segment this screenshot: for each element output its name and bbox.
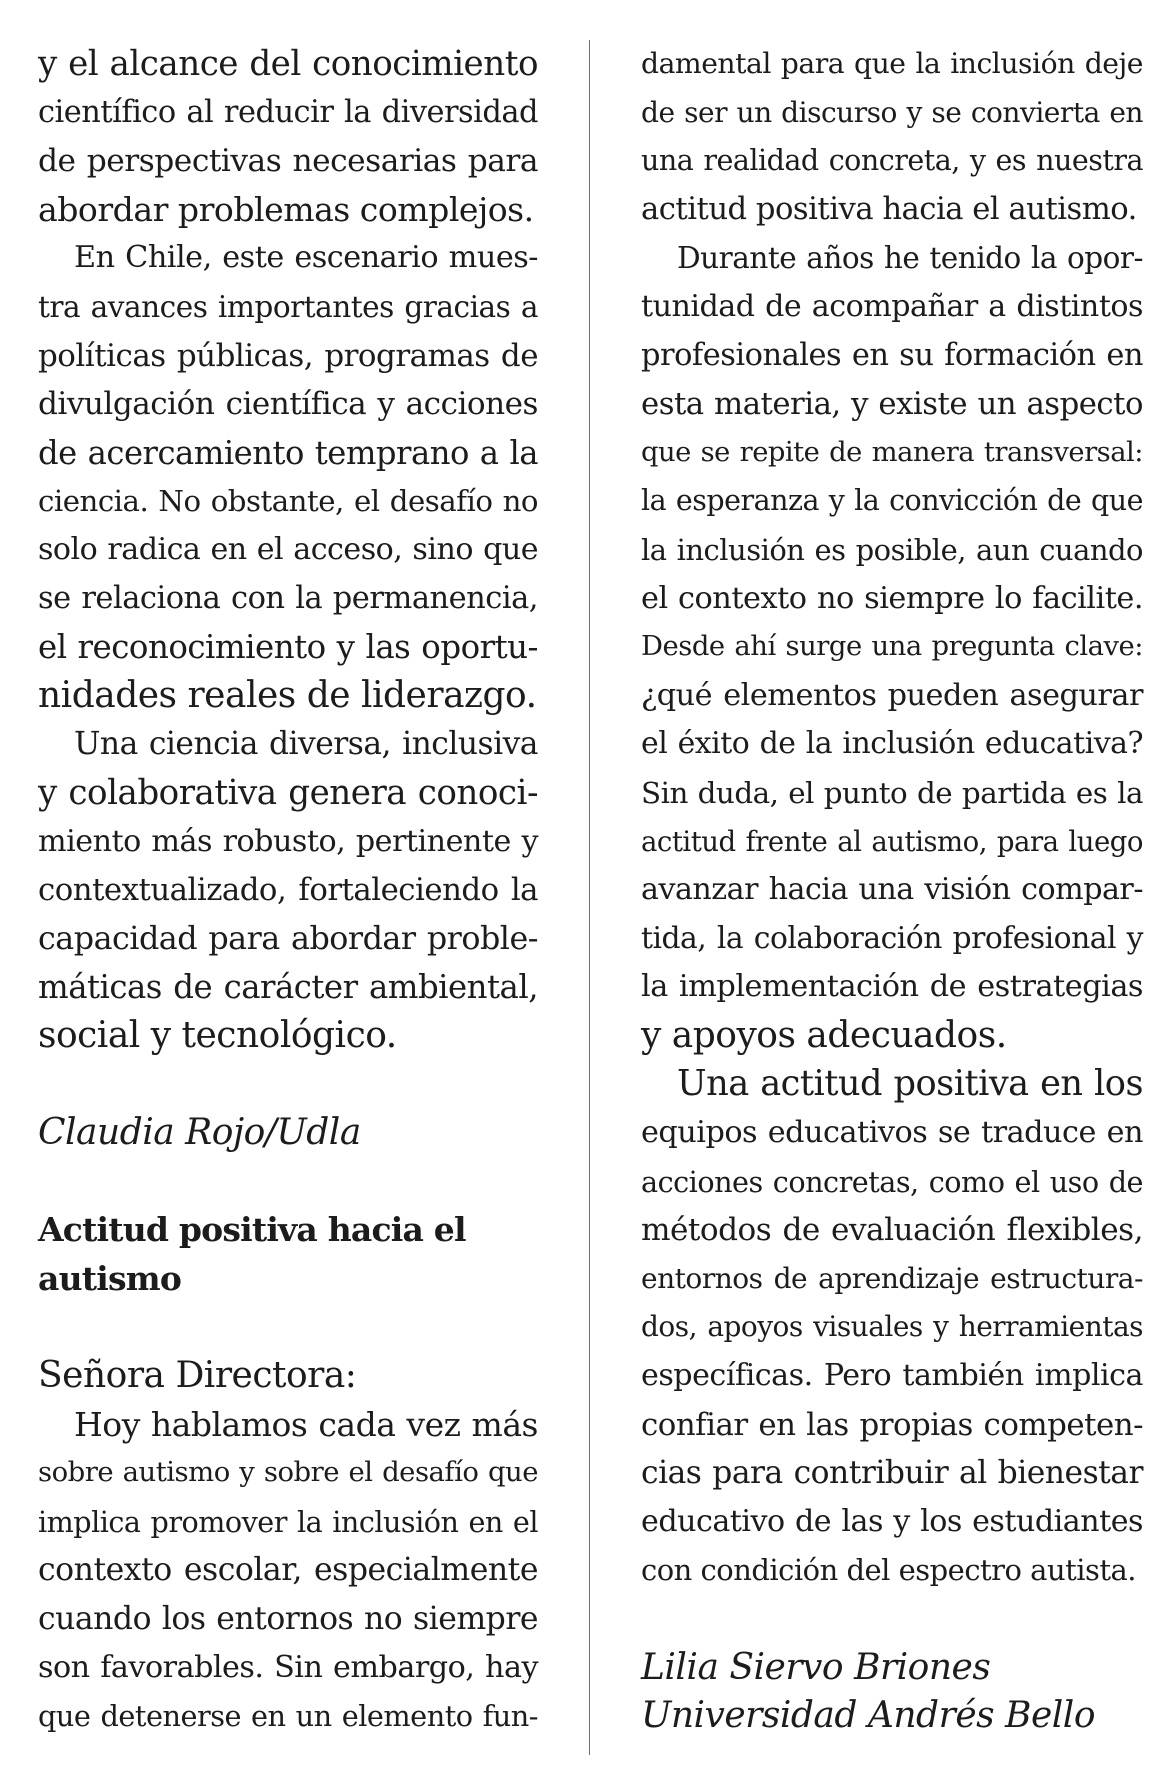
text-line: de ser un discurso y se convierta en bbox=[641, 95, 1143, 129]
text-line: tida, la colaboración profesional y bbox=[641, 920, 1143, 956]
text-line: el reconocimiento y las oportu- bbox=[38, 628, 538, 667]
text-line: equipos educativos se traduce en bbox=[641, 1115, 1143, 1151]
text-line: confiar en las propias competen- bbox=[641, 1406, 1143, 1443]
text-line: la inclusión es posible, aun cuando bbox=[641, 532, 1143, 567]
text-line: se relaciona con la permanencia, bbox=[38, 580, 538, 616]
text-line: damental para que la inclusión deje bbox=[641, 47, 1143, 80]
text-line: Durante años he tenido la opor- bbox=[677, 241, 1143, 276]
text-line: acciones concretas, como el uso de bbox=[641, 1164, 1143, 1199]
text-line: y colaborativa genera conoci- bbox=[38, 772, 538, 813]
signature-lilia-siervo bbox=[641, 1644, 1143, 1741]
text-line: Una ciencia diversa, inclusiva bbox=[74, 726, 538, 763]
signature-affiliation: Universidad Andrés Bello bbox=[641, 1695, 1095, 1737]
text-line: que se repite de manera transversal: bbox=[641, 436, 1143, 468]
text-line: el éxito de la inclusión educativa? bbox=[641, 726, 1143, 762]
text-line: esta materia, y existe un aspecto bbox=[641, 386, 1143, 423]
text-line: nidades reales de liderazgo. bbox=[38, 674, 537, 716]
signature-claudia-rojo: Claudia Rojo/Udla bbox=[38, 1112, 361, 1154]
text-line: métodos de evaluación flexibles, bbox=[641, 1212, 1143, 1249]
text-line: la esperanza y la convicción de que bbox=[641, 484, 1143, 518]
text-line: tunidad de acompañar a distintos bbox=[641, 288, 1143, 324]
text-line: avanzar hacia una visión compar- bbox=[641, 872, 1143, 908]
text-line: y apoyos adecuados. bbox=[641, 1014, 1007, 1056]
column-divider bbox=[589, 40, 590, 1755]
text-line: actitud positiva hacia el autismo. bbox=[641, 191, 1137, 227]
text-line: educativo de las y los estudiantes bbox=[641, 1503, 1143, 1539]
text-line: profesionales en su formación en bbox=[641, 337, 1143, 373]
text-line: tra avances importantes gracias a bbox=[38, 289, 538, 324]
text-line: dos, apoyos visuales y herramientas bbox=[641, 1310, 1143, 1344]
text-line: el contexto no siempre lo facilite. bbox=[641, 580, 1143, 616]
text-line: específicas. Pero también implica bbox=[641, 1358, 1143, 1394]
signature-name: Lilia Siervo Briones bbox=[641, 1646, 991, 1688]
paragraph-continuation-right bbox=[641, 40, 1143, 234]
text-line: una realidad concreta, y es nuestra bbox=[641, 144, 1143, 178]
text-line: la implementación de estrategias bbox=[641, 969, 1143, 1005]
letter-headline bbox=[38, 1206, 538, 1303]
text-line: cias para contribuir al bienestar bbox=[641, 1455, 1143, 1492]
paragraph-continuation bbox=[38, 40, 538, 234]
text-line: entornos de aprendizaje estructura- bbox=[641, 1261, 1143, 1295]
headline-line: Actitud positiva hacia el bbox=[38, 1210, 466, 1250]
text-line: divulgación científica y acciones bbox=[38, 386, 538, 423]
paragraph-autismo-intro bbox=[38, 1401, 538, 1741]
spacer bbox=[641, 1595, 1143, 1644]
right-column bbox=[641, 40, 1143, 1741]
text-line: sobre autismo y sobre el desafío que bbox=[38, 1457, 538, 1489]
spacer bbox=[38, 1303, 538, 1352]
text-line: son favorables. Sin embargo, hay bbox=[38, 1649, 538, 1685]
text-line: Desde ahí surge una pregunta clave: bbox=[641, 631, 1143, 663]
spacer bbox=[38, 1158, 538, 1207]
text-line: Sin duda, el punto de partida es la bbox=[641, 775, 1143, 810]
text-line: cuando los entornos no siempre bbox=[38, 1601, 538, 1637]
text-line: Hoy hablamos cada vez más bbox=[74, 1404, 538, 1444]
text-line: de acercamiento temprano a la bbox=[38, 433, 538, 472]
text-line: social y tecnológico. bbox=[38, 1014, 397, 1056]
text-line: máticas de carácter ambiental, bbox=[38, 968, 538, 1007]
text-line: y el alcance del conocimiento bbox=[38, 44, 538, 84]
paragraph-chile bbox=[38, 234, 538, 720]
text-line: implica promover la inclusión en el bbox=[38, 1504, 538, 1539]
text-line: abordar problemas complejos. bbox=[38, 189, 534, 229]
salutation: Señora Directora: bbox=[38, 1355, 357, 1397]
text-line: miento más robusto, pertinente y bbox=[38, 823, 538, 859]
text-line: ¿qué elementos pueden asegurar bbox=[641, 677, 1143, 713]
text-line: contextualizado, fortaleciendo la bbox=[38, 872, 538, 909]
text-line: capacidad para abordar proble- bbox=[38, 920, 538, 957]
text-line: científico al reducir la diversidad bbox=[38, 94, 538, 130]
text-line: En Chile, este escenario mues- bbox=[74, 240, 538, 276]
text-line: con condición del espectro autista. bbox=[641, 1553, 1136, 1588]
text-line: contexto escolar, especialmente bbox=[38, 1552, 538, 1589]
text-line: que detenerse en un elemento fun- bbox=[38, 1699, 538, 1734]
spacer bbox=[38, 1060, 538, 1109]
text-line: ciencia. No obstante, el desafío no bbox=[38, 484, 538, 519]
text-line: políticas públicas, programas de bbox=[38, 337, 538, 374]
text-line: de perspectivas necesarias para bbox=[38, 143, 538, 180]
paragraph-durante-anos bbox=[641, 234, 1143, 1060]
text-line: actitud frente al autismo, para luego bbox=[641, 825, 1143, 858]
paragraph-actitud-positiva bbox=[641, 1060, 1143, 1595]
text-line: solo radica en el acceso, sino que bbox=[38, 531, 538, 567]
paragraph-ciencia-diversa bbox=[38, 720, 538, 1060]
left-column bbox=[38, 40, 538, 1741]
text-line: Una actitud positiva en los bbox=[677, 1063, 1143, 1105]
headline-line: autismo bbox=[38, 1258, 182, 1298]
